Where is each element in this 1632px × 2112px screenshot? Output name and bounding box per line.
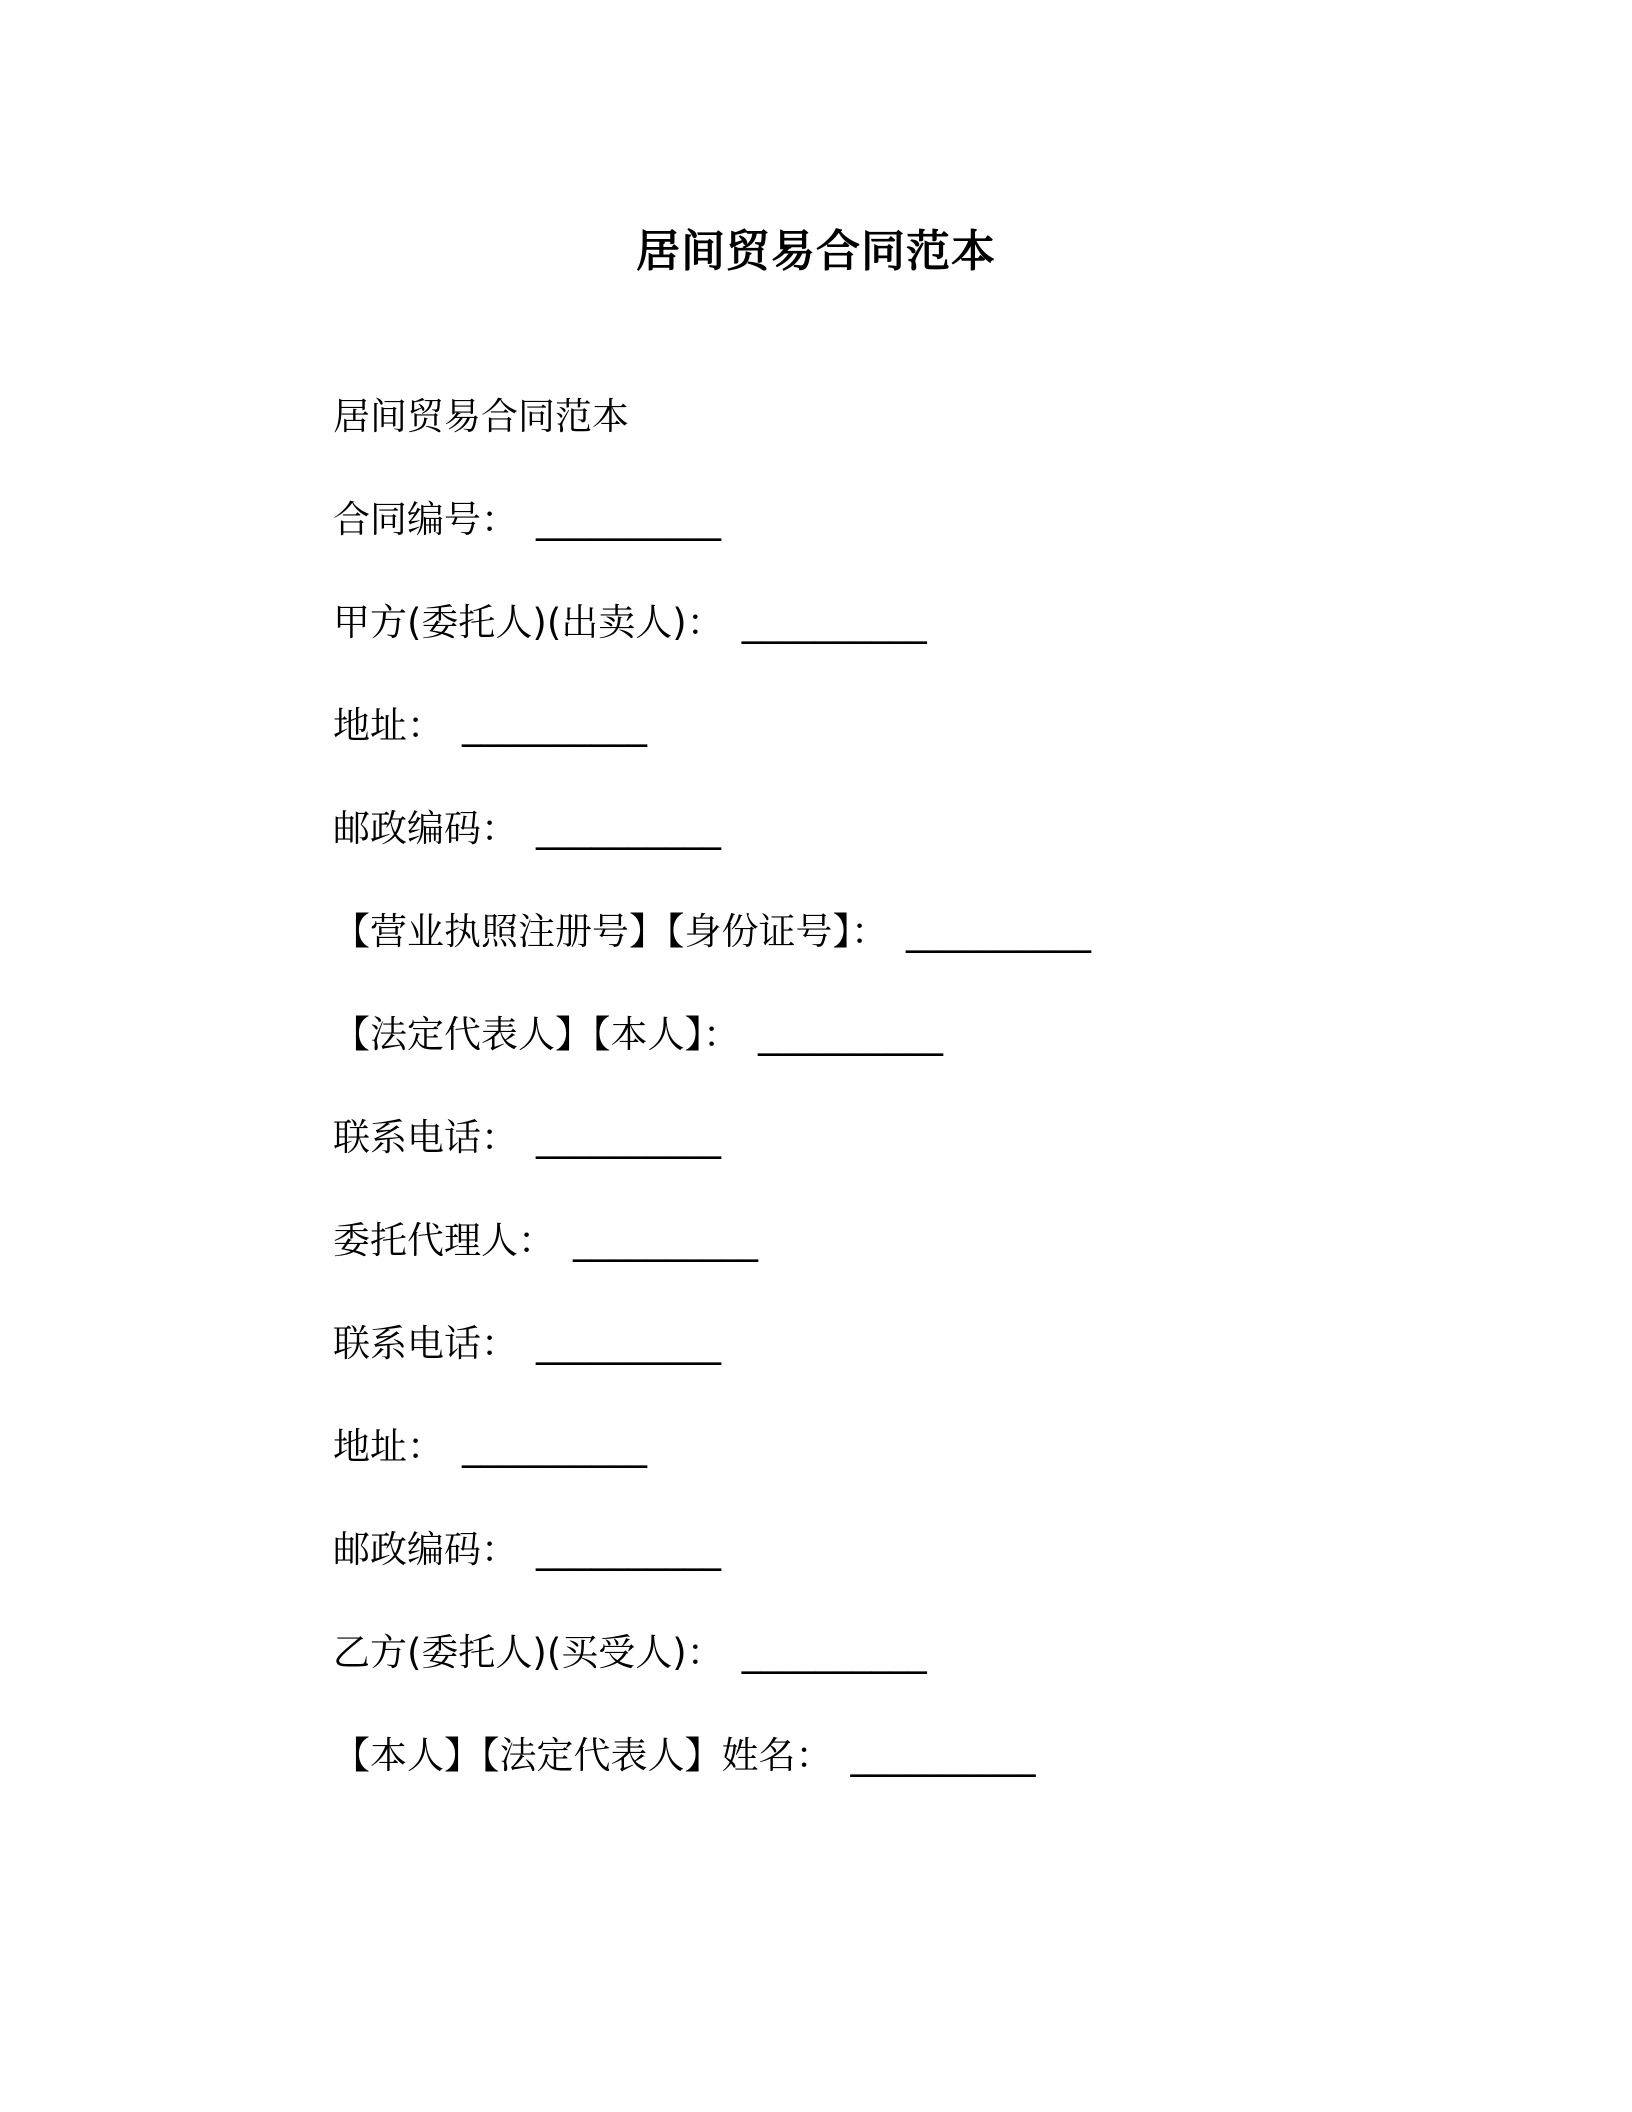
field-label: 委托代理人：	[333, 1219, 555, 1262]
fill-blank: __________	[462, 1425, 647, 1468]
fill-blank: __________	[573, 1219, 758, 1262]
fill-blank: __________	[741, 1631, 927, 1674]
fill-blank: __________	[741, 601, 927, 644]
field-label: 地址：	[333, 1425, 444, 1468]
subtitle: 居间贸易合同范本	[333, 395, 629, 438]
field-label: 【营业执照注册号】【身份证号】：	[333, 910, 888, 953]
field-phone-a	[333, 1111, 721, 1165]
field-phone-agent	[333, 1317, 721, 1371]
field-license-id	[333, 905, 1091, 959]
fill-blank: __________	[536, 1116, 721, 1159]
fill-blank: __________	[758, 1013, 943, 1056]
field-label: 【本人】【法定代表人】姓名：	[333, 1734, 833, 1777]
fill-blank: __________	[536, 807, 721, 850]
fill-blank: __________	[536, 498, 721, 541]
subtitle-line	[333, 390, 629, 444]
field-party-a	[333, 596, 927, 650]
field-label: 邮政编码：	[333, 1528, 518, 1571]
field-label: 联系电话：	[333, 1116, 518, 1159]
field-label: 联系电话：	[333, 1322, 518, 1365]
field-label: 【法定代表人】【本人】：	[333, 1013, 740, 1056]
document-title: 居间贸易合同范本	[636, 226, 996, 277]
field-agent	[333, 1214, 758, 1268]
field-label: 乙方(委托人)(买受人)：	[333, 1631, 724, 1674]
field-postcode-a	[333, 802, 721, 856]
fill-blank: __________	[850, 1734, 1036, 1777]
field-legal-rep-a	[333, 1008, 943, 1062]
field-label: 地址：	[333, 704, 444, 747]
fill-blank: __________	[536, 1322, 721, 1365]
field-contract-number	[333, 493, 721, 547]
field-label: 邮政编码：	[333, 807, 518, 850]
field-address-a	[333, 699, 647, 753]
field-party-b	[333, 1626, 927, 1680]
field-label: 甲方(委托人)(出卖人)：	[333, 601, 724, 644]
field-postcode-agent	[333, 1523, 721, 1577]
field-name-b	[333, 1729, 1036, 1783]
fill-blank: __________	[536, 1528, 721, 1571]
field-address-agent	[333, 1420, 647, 1474]
field-label: 合同编号：	[333, 498, 518, 541]
fill-blank: __________	[462, 704, 647, 747]
fill-blank: __________	[906, 910, 1091, 953]
